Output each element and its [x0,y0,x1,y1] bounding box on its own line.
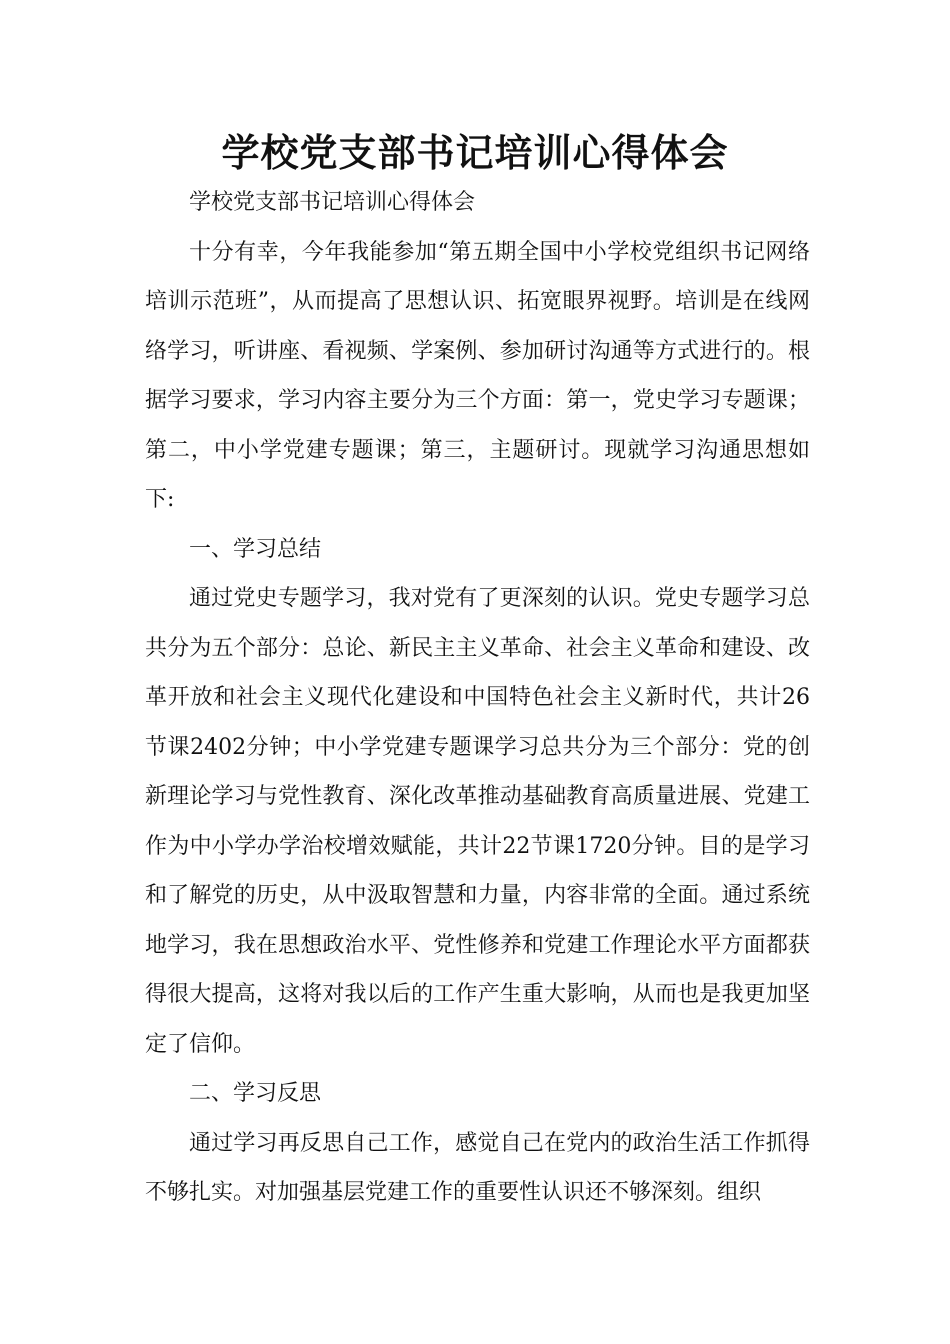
intro-paragraph: 十分有幸，今年我能参加“第五期全国中小学校党组织书记网络培训示范班”，从而提高了思想认识、拓宽眼界视野。培训是在线网络学习，听讲座、看视频、学案例、参加研讨沟通等方式进行的。根据学习要求，学习内容主要分为三个方面：第一，党史学习专题课；第二，中小学党建专题课；第三，主题研讨。现就学习沟通思想如下: [145,239,810,512]
section-heading-summary: 一、学习总结 [189,536,322,562]
document-title: 学校党支部书记培训心得体会 [221,130,729,175]
document-body [145,178,810,1218]
summary-paragraph: 通过党史专题学习，我对党有了更深刻的认识。党史专题学习总共分为五个部分：总论、新民主主义革命、社会主义革命和建设、改革开放和社会主义现代化建设和中国特色社会主义新时代，共计26节课2402分钟；中小学党建专题课学习总共分为三个部分：党的创新理论学习与党性教育、深化改革推动基础教育高质量进展、党建工作为中小学办学治校增效赋能，共计22节课1720分钟。目的是学习和了解党的历史，从中汲取智慧和力量，内容非常的全面。通过系统地学习，我在思想政治水平、党性修养和党建工作理论水平方面都获得很大提高，这将对我以后的工作产生重大影响，从而也是我更加坚定了信仰。 [145,586,811,1057]
reflection-paragraph: 通过学习再反思自己工作，感觉自己在党内的政治生活工作抓得不够扎实。对加强基层党建工作的重要性认识还不够深刻。组织 [145,1130,810,1205]
subtitle-paragraph: 学校党支部书记培训心得体会 [189,190,476,215]
section-heading-reflection: 二、学习反思 [189,1081,322,1106]
